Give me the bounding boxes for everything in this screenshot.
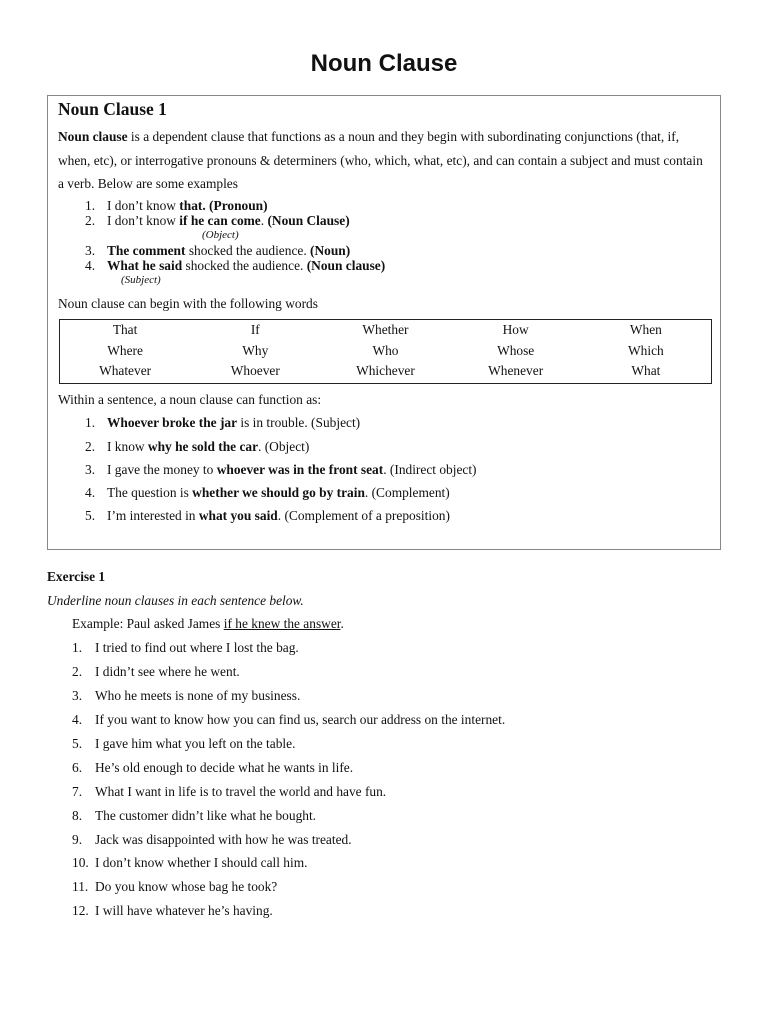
intro-text: is a dependent clause that functions as a noun and they begin with subordinating conjunctions (that, if, when, etc), or interrogative pronouns & determiners (who, which, what, etc), and can contain a subject and must contain a verb. Below are some examples [58, 129, 703, 191]
word-cell: That [112, 322, 138, 338]
section-heading: Noun Clause 1 [58, 99, 167, 119]
word-cell: Where [107, 342, 143, 358]
exercise-item: 8. The customer didn’t like what he bought. [72, 808, 317, 823]
exercise-item: 7. What I want in life is to travel the world and have fun. [72, 784, 387, 799]
intro-term: Noun clause [58, 129, 128, 144]
function-item: The question is whether we should go by train. (Complement) [107, 485, 450, 500]
word-cell: Whether [362, 322, 409, 338]
word-cell: Which [628, 342, 664, 358]
page-title: Noun Clause [310, 50, 458, 77]
function-number: 5. [85, 508, 96, 523]
word-cell: If [250, 322, 260, 338]
example-item: I don’t know if he can come. (Noun Clause) [107, 213, 350, 228]
intro-paragraph [58, 125, 708, 196]
example-number: 1. [85, 198, 96, 213]
exercise-item: 10. I don’t know whether I should call him. [72, 855, 308, 870]
function-intro: Within a sentence, a noun clause can function as: [58, 392, 322, 407]
function-item: I gave the money to whoever was in the front seat. (Indirect object) [107, 462, 477, 477]
words-table [59, 319, 712, 384]
word-cell: Whoever [230, 363, 280, 379]
exercise-example: Example: Paul asked James if he knew the answer. [72, 616, 344, 631]
exercise-item: 3. Who he meets is none of my business. [72, 688, 301, 703]
exercise-title: Exercise 1 [47, 569, 106, 584]
function-number: 2. [85, 439, 96, 454]
word-cell: Whenever [488, 363, 544, 379]
exercise-item: 4. If you want to know how you can find us, search our address on the internet. [72, 712, 506, 727]
function-number: 4. [85, 485, 96, 500]
function-item: I know why he sold the car. (Object) [107, 439, 310, 454]
exercise-item: 11. Do you know whose bag he took? [72, 879, 278, 894]
word-cell: What [631, 363, 661, 379]
exercise-item: 5. I gave him what you left on the table. [72, 736, 296, 751]
function-item: Whoever broke the jar is in trouble. (Subject) [107, 415, 361, 430]
word-cell: Whatever [99, 363, 152, 379]
example-number: 4. [85, 258, 96, 273]
exercise-item: 2. I didn’t see where he went. [72, 664, 240, 679]
example-item: I don’t know that. (Pronoun) [107, 198, 268, 213]
example-number: 3. [85, 243, 96, 258]
example-sub-label: (Subject) [121, 274, 161, 286]
words-row [60, 320, 711, 341]
noun-clause-section [47, 95, 721, 550]
exercise-item: 9. Jack was disappointed with how he was treated. [72, 832, 352, 847]
example-number: 2. [85, 213, 96, 228]
exercise-item: 12. I will have whatever he’s having. [72, 903, 273, 918]
word-cell: Whichever [356, 363, 415, 379]
exercise-instruction: Underline noun clauses in each sentence below. [47, 593, 304, 608]
function-number: 1. [85, 415, 96, 430]
words-row [60, 341, 711, 362]
word-cell: Who [372, 342, 399, 358]
example-underlined-clause: if he knew the answer [223, 616, 341, 631]
words-row [60, 361, 711, 382]
function-number: 3. [85, 462, 96, 477]
word-cell: Whose [497, 342, 535, 358]
function-item: I’m interested in what you said. (Complement of a preposition) [107, 508, 450, 523]
example-item: The comment shocked the audience. (Noun) [107, 243, 351, 258]
example-item: What he said shocked the audience. (Noun clause) [107, 258, 386, 273]
word-cell: When [629, 322, 662, 338]
words-intro: Noun clause can begin with the following words [58, 296, 318, 311]
word-cell: How [502, 322, 529, 338]
exercise-item: 6. He’s old enough to decide what he wants in life. [72, 760, 354, 775]
exercise-item: 1. I tried to find out where I lost the bag. [72, 640, 299, 655]
example-sub-label: (Object) [202, 229, 239, 241]
word-cell: Why [242, 342, 269, 358]
